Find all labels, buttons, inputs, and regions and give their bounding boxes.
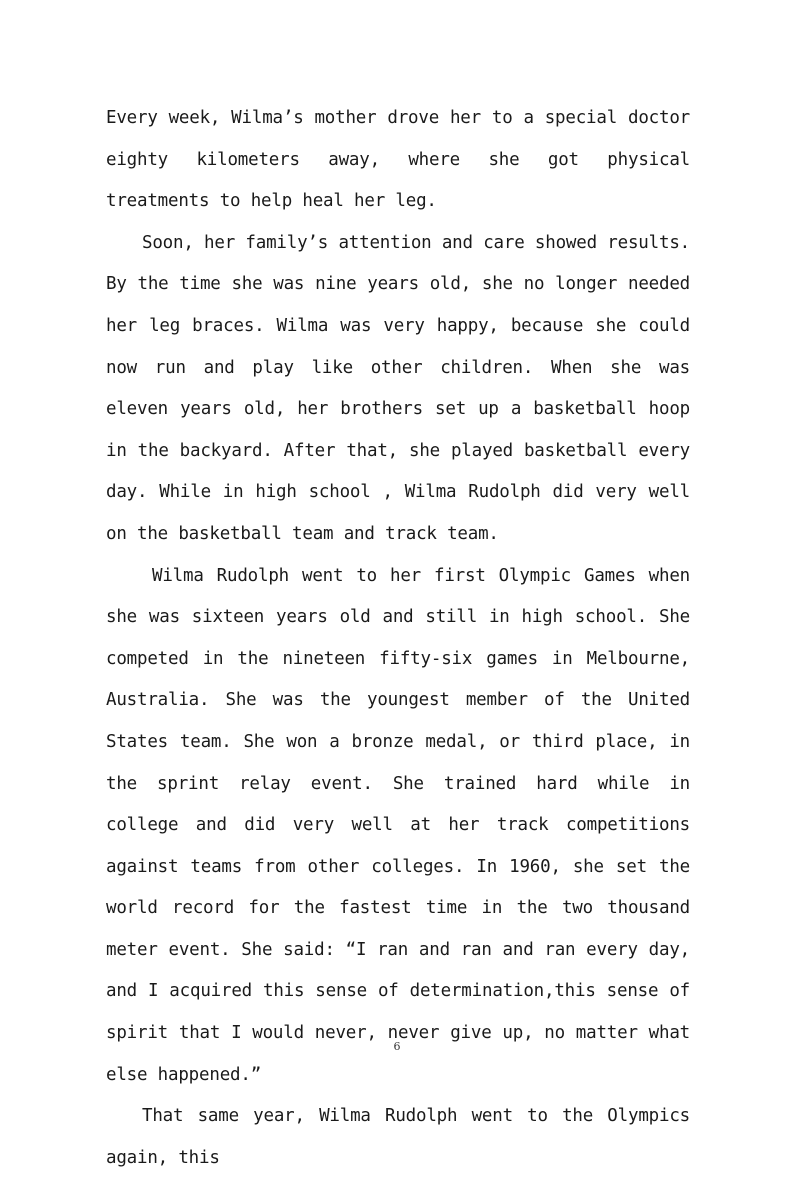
paragraph-3: Wilma Rudolph went to her first Olympic Games when she was sixteen years old and still in high school. She competed in the nineteen fifty-six games in Melbourne, Australia. She was the youngest member of the United States team. She won a bronze medal, or third place, in the sprint relay event. She trained hard while in college and did very well at her track competitions against teams from other colleges. In 1960, she set the world record for the fastest time in the two thousand meter event. She said: “I ran and ran and ran every day, and I acquired this sense of determination,this sense of spirit that I would never, never give up, no matter what else happened.”: [106, 565, 690, 1085]
paragraph-4: That same year, Wilma Rudolph went to the Olympics again, this: [106, 1106, 690, 1168]
paragraph-1: Every week, Wilma’s mother drove her to a special doctor eighty kilometers away, where she got physical treatments to help heal her leg.: [106, 108, 690, 212]
body-text: [106, 98, 690, 1179]
page-number: 6: [393, 1040, 401, 1053]
paragraph-2: Soon, her family’s attention and care showed results. By the time she was nine years old, she no longer needed her leg braces. Wilma was very happy, because she could now run and play like other children. When she was eleven years old, her brothers set up a basketball hoop in the backyard. After that, she played basketball every day. While in high school , Wilma Rudolph did very well on the basketball team and track team.: [106, 232, 690, 544]
